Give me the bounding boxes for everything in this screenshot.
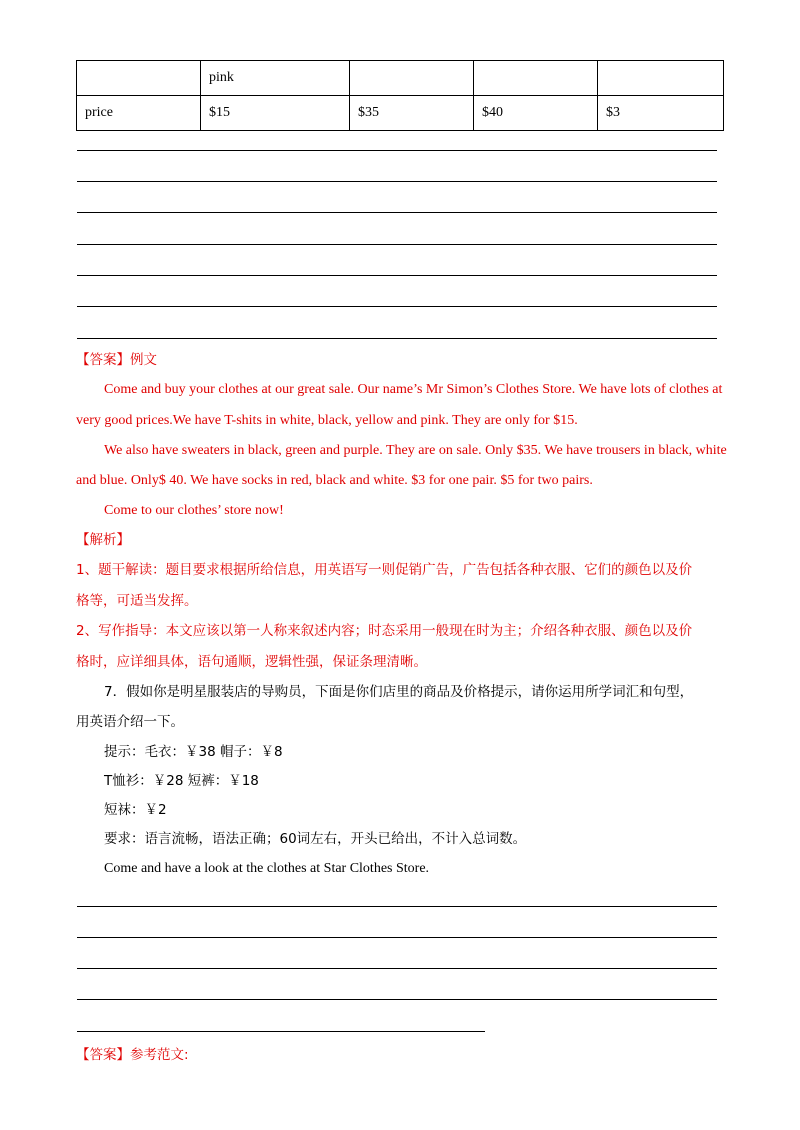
requirement-line: 要求：语言流畅，语法正确；60词左右，开头已给出，不计入总词数。 xyxy=(104,831,527,847)
writing-line xyxy=(77,999,717,1000)
hint-line: T恤衫：￥28 短裤：￥18 xyxy=(104,773,259,789)
writing-line xyxy=(77,306,717,307)
writing-line xyxy=(77,906,717,907)
answer-line: We also have sweaters in black, green and purple. They are on sale. Only $35. We have trousers in black, white xyxy=(104,443,727,458)
writing-line xyxy=(77,244,717,245)
table-cell: $35 xyxy=(350,96,474,131)
answer-label: 【答案】 xyxy=(76,1047,130,1063)
table-cell: $40 xyxy=(474,96,598,131)
answer-line: and blue. Only$ 40. We have socks in red, black and white. $3 for one pair. $5 for two pairs. xyxy=(76,473,593,488)
answer-label-suffix: 参考范文: xyxy=(130,1047,189,1063)
analysis-line: 格时，应详细具体，语句通顺，逻辑性强，保证条理清晰。 xyxy=(76,654,427,670)
writing-line xyxy=(77,1031,485,1032)
question-line: 7．假如你是明星服装店的导购员，下面是你们店里的商品及价格提示，请你运用所学词汇和句型， xyxy=(104,684,694,700)
writing-line xyxy=(77,181,717,182)
answer-label-suffix: 例文 xyxy=(130,352,157,368)
table-cell xyxy=(350,61,474,96)
table-cell xyxy=(598,61,724,96)
answer-label: 【答案】 xyxy=(76,352,130,368)
writing-line xyxy=(77,150,717,151)
analysis-label: 【解析】 xyxy=(76,532,130,548)
analysis-line: 格等，可适当发挥。 xyxy=(76,593,198,609)
table-cell: $15 xyxy=(201,96,350,131)
hint-line: 提示：毛衣：￥38 帽子：￥8 xyxy=(104,744,283,760)
analysis-line: 1、题干解读：题目要求根据所给信息，用英语写一则促销广告，广告包括各种衣服、它们的颜色以及价 xyxy=(76,562,693,578)
writing-line xyxy=(77,212,717,213)
writing-line xyxy=(77,937,717,938)
opening-sentence: Come and have a look at the clothes at Star Clothes Store. xyxy=(104,861,430,876)
writing-line xyxy=(77,338,717,339)
answer-line: very good prices.We have T-shits in white, black, yellow and pink. They are only for $15. xyxy=(76,413,578,428)
writing-line xyxy=(77,968,717,969)
answer-heading xyxy=(76,1046,189,1064)
table-cell: $3 xyxy=(598,96,724,131)
table-cell xyxy=(77,61,201,96)
writing-line xyxy=(77,275,717,276)
table-cell xyxy=(474,61,598,96)
table-row xyxy=(77,61,724,96)
table-cell: price xyxy=(77,96,201,131)
question-line: 用英语介绍一下。 xyxy=(76,714,184,730)
answer-line: Come and buy your clothes at our great sale. Our name’s Mr Simon’s Clothes Store. We have lots of clothes at xyxy=(104,382,723,397)
hint-line: 短袜：￥2 xyxy=(104,802,167,818)
answer-line: Come to our clothes’ store now! xyxy=(104,503,284,518)
analysis-line: 2、写作指导：本文应该以第一人称来叙述内容；时态采用一般现在时为主；介绍各种衣服、颜色以及价 xyxy=(76,623,693,639)
price-table xyxy=(76,60,724,131)
answer-heading xyxy=(76,351,157,369)
table-row xyxy=(77,96,724,131)
table-cell: pink xyxy=(201,61,350,96)
